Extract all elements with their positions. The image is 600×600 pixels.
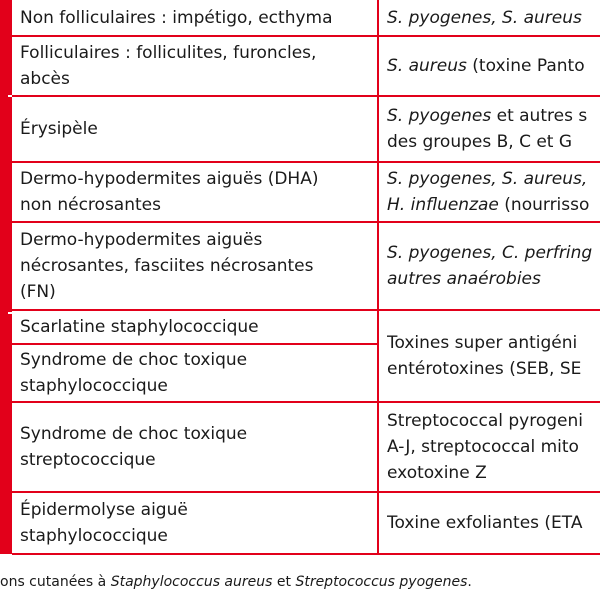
caption-run: et	[272, 574, 296, 590]
text-run: S. pyogenes, S. aureus,	[387, 169, 588, 189]
cell-line: (FN)	[20, 282, 56, 302]
cell-line	[387, 192, 589, 218]
cell-line	[387, 434, 583, 460]
cell-line	[387, 460, 583, 486]
cell-line: abcès	[20, 69, 70, 89]
cell-line	[387, 330, 581, 356]
infection-cell	[20, 344, 374, 402]
infection-cell	[20, 310, 374, 344]
cell-line: non nécrosantes	[20, 195, 161, 215]
infection-cell	[20, 96, 374, 162]
row-divider	[12, 221, 600, 223]
cell-line	[387, 103, 587, 129]
cell-line: staphylococcique	[20, 376, 168, 396]
agent-cell	[387, 96, 600, 162]
text-run: exotoxine Z	[387, 463, 487, 483]
row-divider	[12, 491, 600, 493]
agent-cell	[387, 0, 600, 36]
agent-cell	[387, 222, 600, 310]
cell-line: staphylococcique	[20, 526, 168, 546]
cell-line	[387, 240, 592, 266]
cell-line	[387, 129, 587, 155]
merged-agent-cell	[387, 310, 600, 402]
infection-cell	[20, 402, 374, 492]
text-run: autres anaérobies	[387, 269, 541, 289]
cell-line	[387, 356, 581, 382]
row-divider	[12, 161, 600, 163]
agent-cell	[387, 402, 600, 492]
column-divider	[377, 0, 379, 554]
cell-line	[387, 5, 582, 31]
caption-run: Streptococcus pyogenes	[295, 574, 468, 590]
cell-line: Syndrome de choc toxique	[20, 424, 248, 444]
caption-run: ons cutanées à	[0, 574, 111, 590]
cell-line: streptococcique	[20, 450, 156, 470]
infection-cell	[20, 36, 374, 96]
text-run: (nourrisso	[498, 195, 590, 215]
cell-line: Dermo-hypodermites aiguës	[20, 230, 263, 250]
row-divider	[12, 95, 600, 97]
cell-line: Érysipèle	[20, 119, 98, 139]
cell-line: Scarlatine staphylococcique	[20, 317, 259, 337]
caption-run: .	[467, 574, 472, 590]
cell-line	[387, 166, 589, 192]
text-run: Toxines super antigéni	[387, 333, 578, 353]
text-run: S. pyogenes, C. perfring	[387, 243, 593, 263]
cell-line	[387, 266, 592, 292]
cell-line	[387, 53, 585, 79]
agent-cell	[387, 36, 600, 96]
infection-cell	[20, 162, 374, 222]
table-caption	[0, 574, 472, 590]
text-run: entérotoxines (SEB, SE	[387, 359, 582, 379]
text-run: S. pyogenes	[387, 106, 492, 126]
cell-line: Dermo-hypodermites aiguës (DHA)	[20, 169, 319, 189]
text-run: des groupes B, C et G	[387, 132, 573, 152]
text-run: (toxine Panto	[466, 56, 585, 76]
row-divider	[12, 553, 600, 555]
text-run: H. influenzae	[387, 195, 499, 215]
row-divider	[12, 343, 378, 345]
cell-line	[387, 510, 583, 536]
row-divider	[12, 35, 600, 37]
text-run: S. aureus	[387, 56, 467, 76]
cell-line: Syndrome de choc toxique	[20, 350, 248, 370]
cell-line: Épidermolyse aiguë	[20, 500, 188, 520]
infection-cell	[20, 0, 374, 36]
agent-cell	[387, 492, 600, 554]
text-run: S. pyogenes, S. aureus	[387, 8, 582, 28]
text-run: Toxine exfoliantes (ETA	[387, 513, 583, 533]
agent-cell	[387, 162, 600, 222]
cell-line: Folliculaires : folliculites, furoncles,	[20, 43, 317, 63]
cell-line	[387, 408, 583, 434]
cell-line: Non folliculaires : impétigo, ecthyma	[20, 8, 333, 28]
cell-line: nécrosantes, fasciites nécrosantes	[20, 256, 314, 276]
text-run: et autres s	[491, 106, 588, 126]
caption-run: Staphylococcus aureus	[110, 574, 273, 590]
infection-cell	[20, 492, 374, 554]
text-run: A-J, streptococcal mito	[387, 437, 579, 457]
infection-cell	[20, 222, 374, 310]
text-run: Streptococcal pyrogeni	[387, 411, 583, 431]
